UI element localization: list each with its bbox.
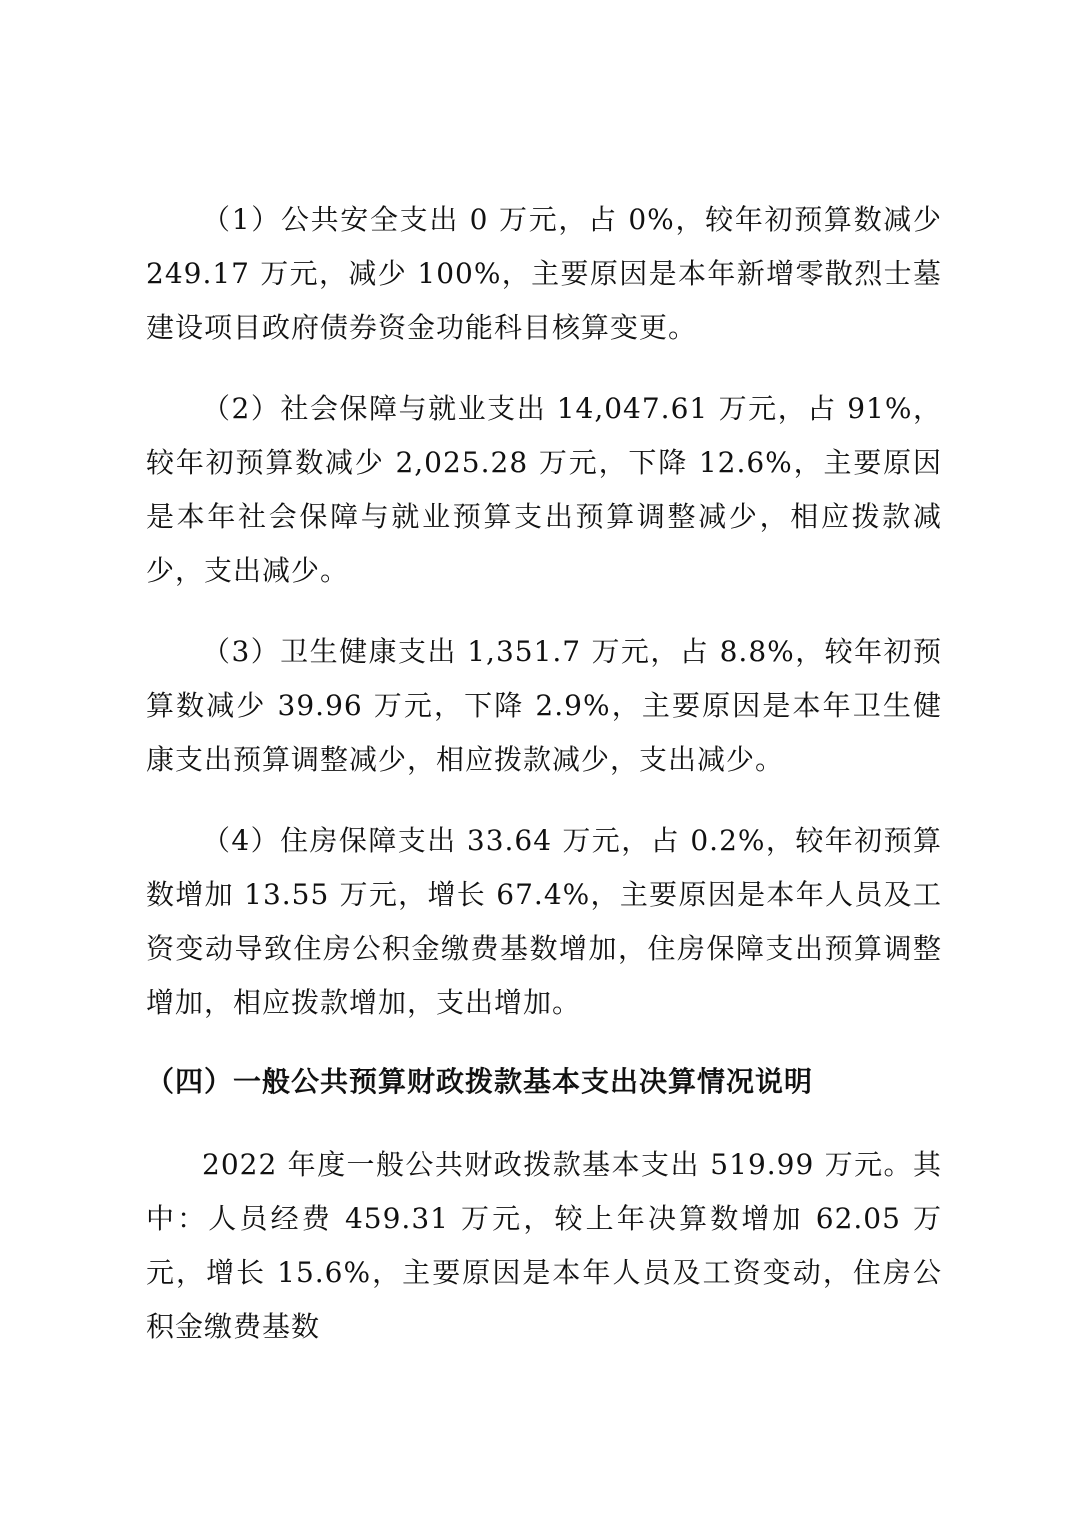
section-heading: （四）一般公共预算财政拨款基本支出决算情况说明 xyxy=(146,1065,814,1098)
paragraph-housing: （4）住房保障支出 33.64 万元，占 0.2%，较年初预算数增加 13.55 万元，增长 67.4%，主要原因是本年人员及工资变动导致住房公积金缴费基数增加，住房保障支出预算调整增加，相应拨款增加，支出增加。 xyxy=(146,824,942,1019)
paragraph-social-security: （2）社会保障与就业支出 14,047.61 万元，占 91%，较年初预算数减少 2,025.28 万元，下降 12.6%，主要原因是本年社会保障与就业预算支出预算调整减少，相应拨款减少，支出减少。 xyxy=(146,392,942,587)
paragraph-public-security: （1）公共安全支出 0 万元，占 0%，较年初预算数减少 249.17 万元，减少 100%，主要原因是本年新增零散烈士墓建设项目政府债券资金功能科目核算变更。 xyxy=(146,203,942,344)
paragraph-basic-expenditure: 2022 年度一般公共财政拨款基本支出 519.99 万元。其中：人员经费 459.31 万元，较上年决算数增加 62.05 万元，增长 15.6%，主要原因是本年人员及工资变动，住房公积金缴费基数 xyxy=(146,1148,942,1343)
paragraph-health: （3）卫生健康支出 1,351.7 万元，占 8.8%，较年初预算数减少 39.96 万元，下降 2.9%，主要原因是本年卫生健康支出预算调整减少，相应拨款减少，支出减少。 xyxy=(146,635,942,776)
